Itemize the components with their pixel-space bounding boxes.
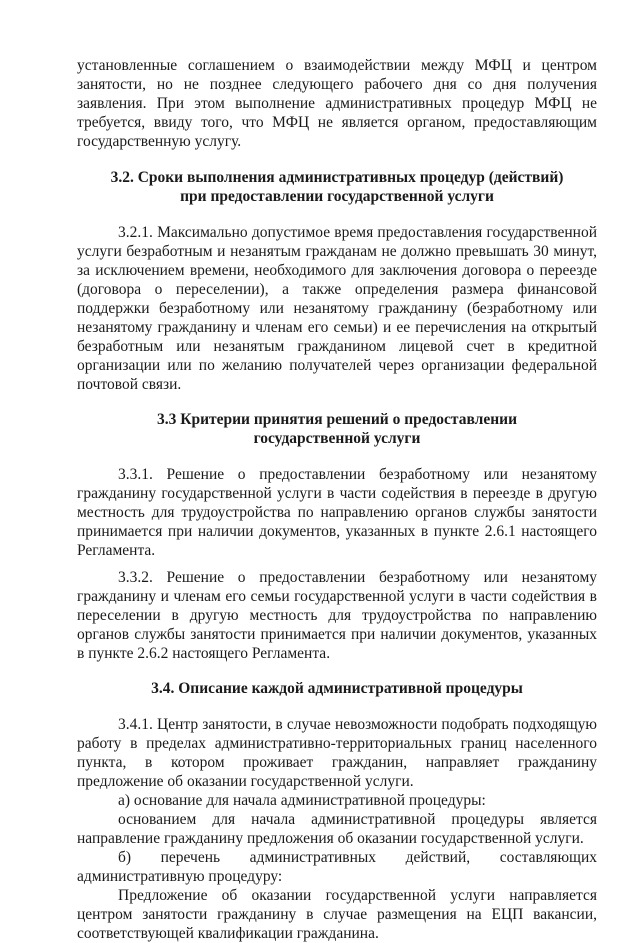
section-3-3-heading-line1: 3.3 Критерии принятия решений о предоставлении (156, 411, 518, 428)
section-3-2-heading (77, 168, 597, 206)
paragraph-3-2-1: 3.2.1. Максимально допустимое время предоставления государственной услуги безработным и незанятым гражданам не должно превышать 30 минут, за исключением времени, необходимого для заключения договора о переезде (договора о переселении), а также определения размера финансовой поддержки безработному или незанятому гражданину (безработному или незанятому гражданину и членам его семьи) и ее перечисления на открытый безработным или незанятым гражданином лицевой счет в кредитной организации или по желанию получателей через организации федеральной почтовой связи. (77, 224, 597, 393)
section-3-2-heading-line1: 3.2. Сроки выполнения административных процедур (действий) (110, 169, 564, 186)
section-3-4-heading-line1: 3.4. Описание каждой административной процедуры (151, 680, 523, 697)
paragraph-3-3-1: 3.3.1. Решение о предоставлении безработному или незанятому гражданину государственной услуги в части содействия в переезде в другую местность для трудоустройства по направлению органов службы занятости принимается при наличии документов, указанных в пункте 2.6.1 настоящего Регламента. (77, 466, 597, 559)
paragraph-3-3-2: 3.3.2. Решение о предоставлении безработному или незанятому гражданину и членам его семьи государственной услуги в части содействия в переселении в другую местность для трудоустройства по направлению органов службы занятости принимается при наличии документов, указанных в пункте 2.6.2 настоящего Регламента. (77, 569, 597, 662)
paragraph-3-4-a: а) основание для начала административной процедуры: (118, 792, 486, 809)
intro-paragraph: установленные соглашением о взаимодействии между МФЦ и центром занятости, но не позднее следующего рабочего дня со дня получения заявления. При этом выполнение административных процедур МФЦ не требуется, ввиду того, что МФЦ не является органом, предоставляющим государственную услугу. (77, 57, 597, 150)
document-page (77, 56, 597, 943)
section-3-4-heading (77, 679, 597, 698)
section-3-3-heading (77, 410, 597, 448)
paragraph-3-4-a-text: основанием для начала административной процедуры является направление гражданину предложения об оказании государственной услуги. (77, 811, 597, 847)
section-3-3-heading-line2: государственной услуги (253, 430, 421, 447)
section-3-2-heading-line2: при предоставлении государственной услуги (180, 188, 494, 205)
paragraph-3-4-1: 3.4.1. Центр занятости, в случае невозможности подобрать подходящую работу в пределах административно-территориальных границ населенного пункта, в котором проживает гражданин, направляет гражданину предложение об оказании государственной услуги. (77, 716, 597, 790)
paragraph-3-4-b: б) перечень административных действий, составляющих административную процедуру: (77, 849, 597, 885)
paragraph-3-4-b-text: Предложение об оказании государственной услуги направляется центром занятости гражданину в случае размещения на ЕЦП вакансии, соответствующей квалификации гражданина. (77, 887, 597, 942)
